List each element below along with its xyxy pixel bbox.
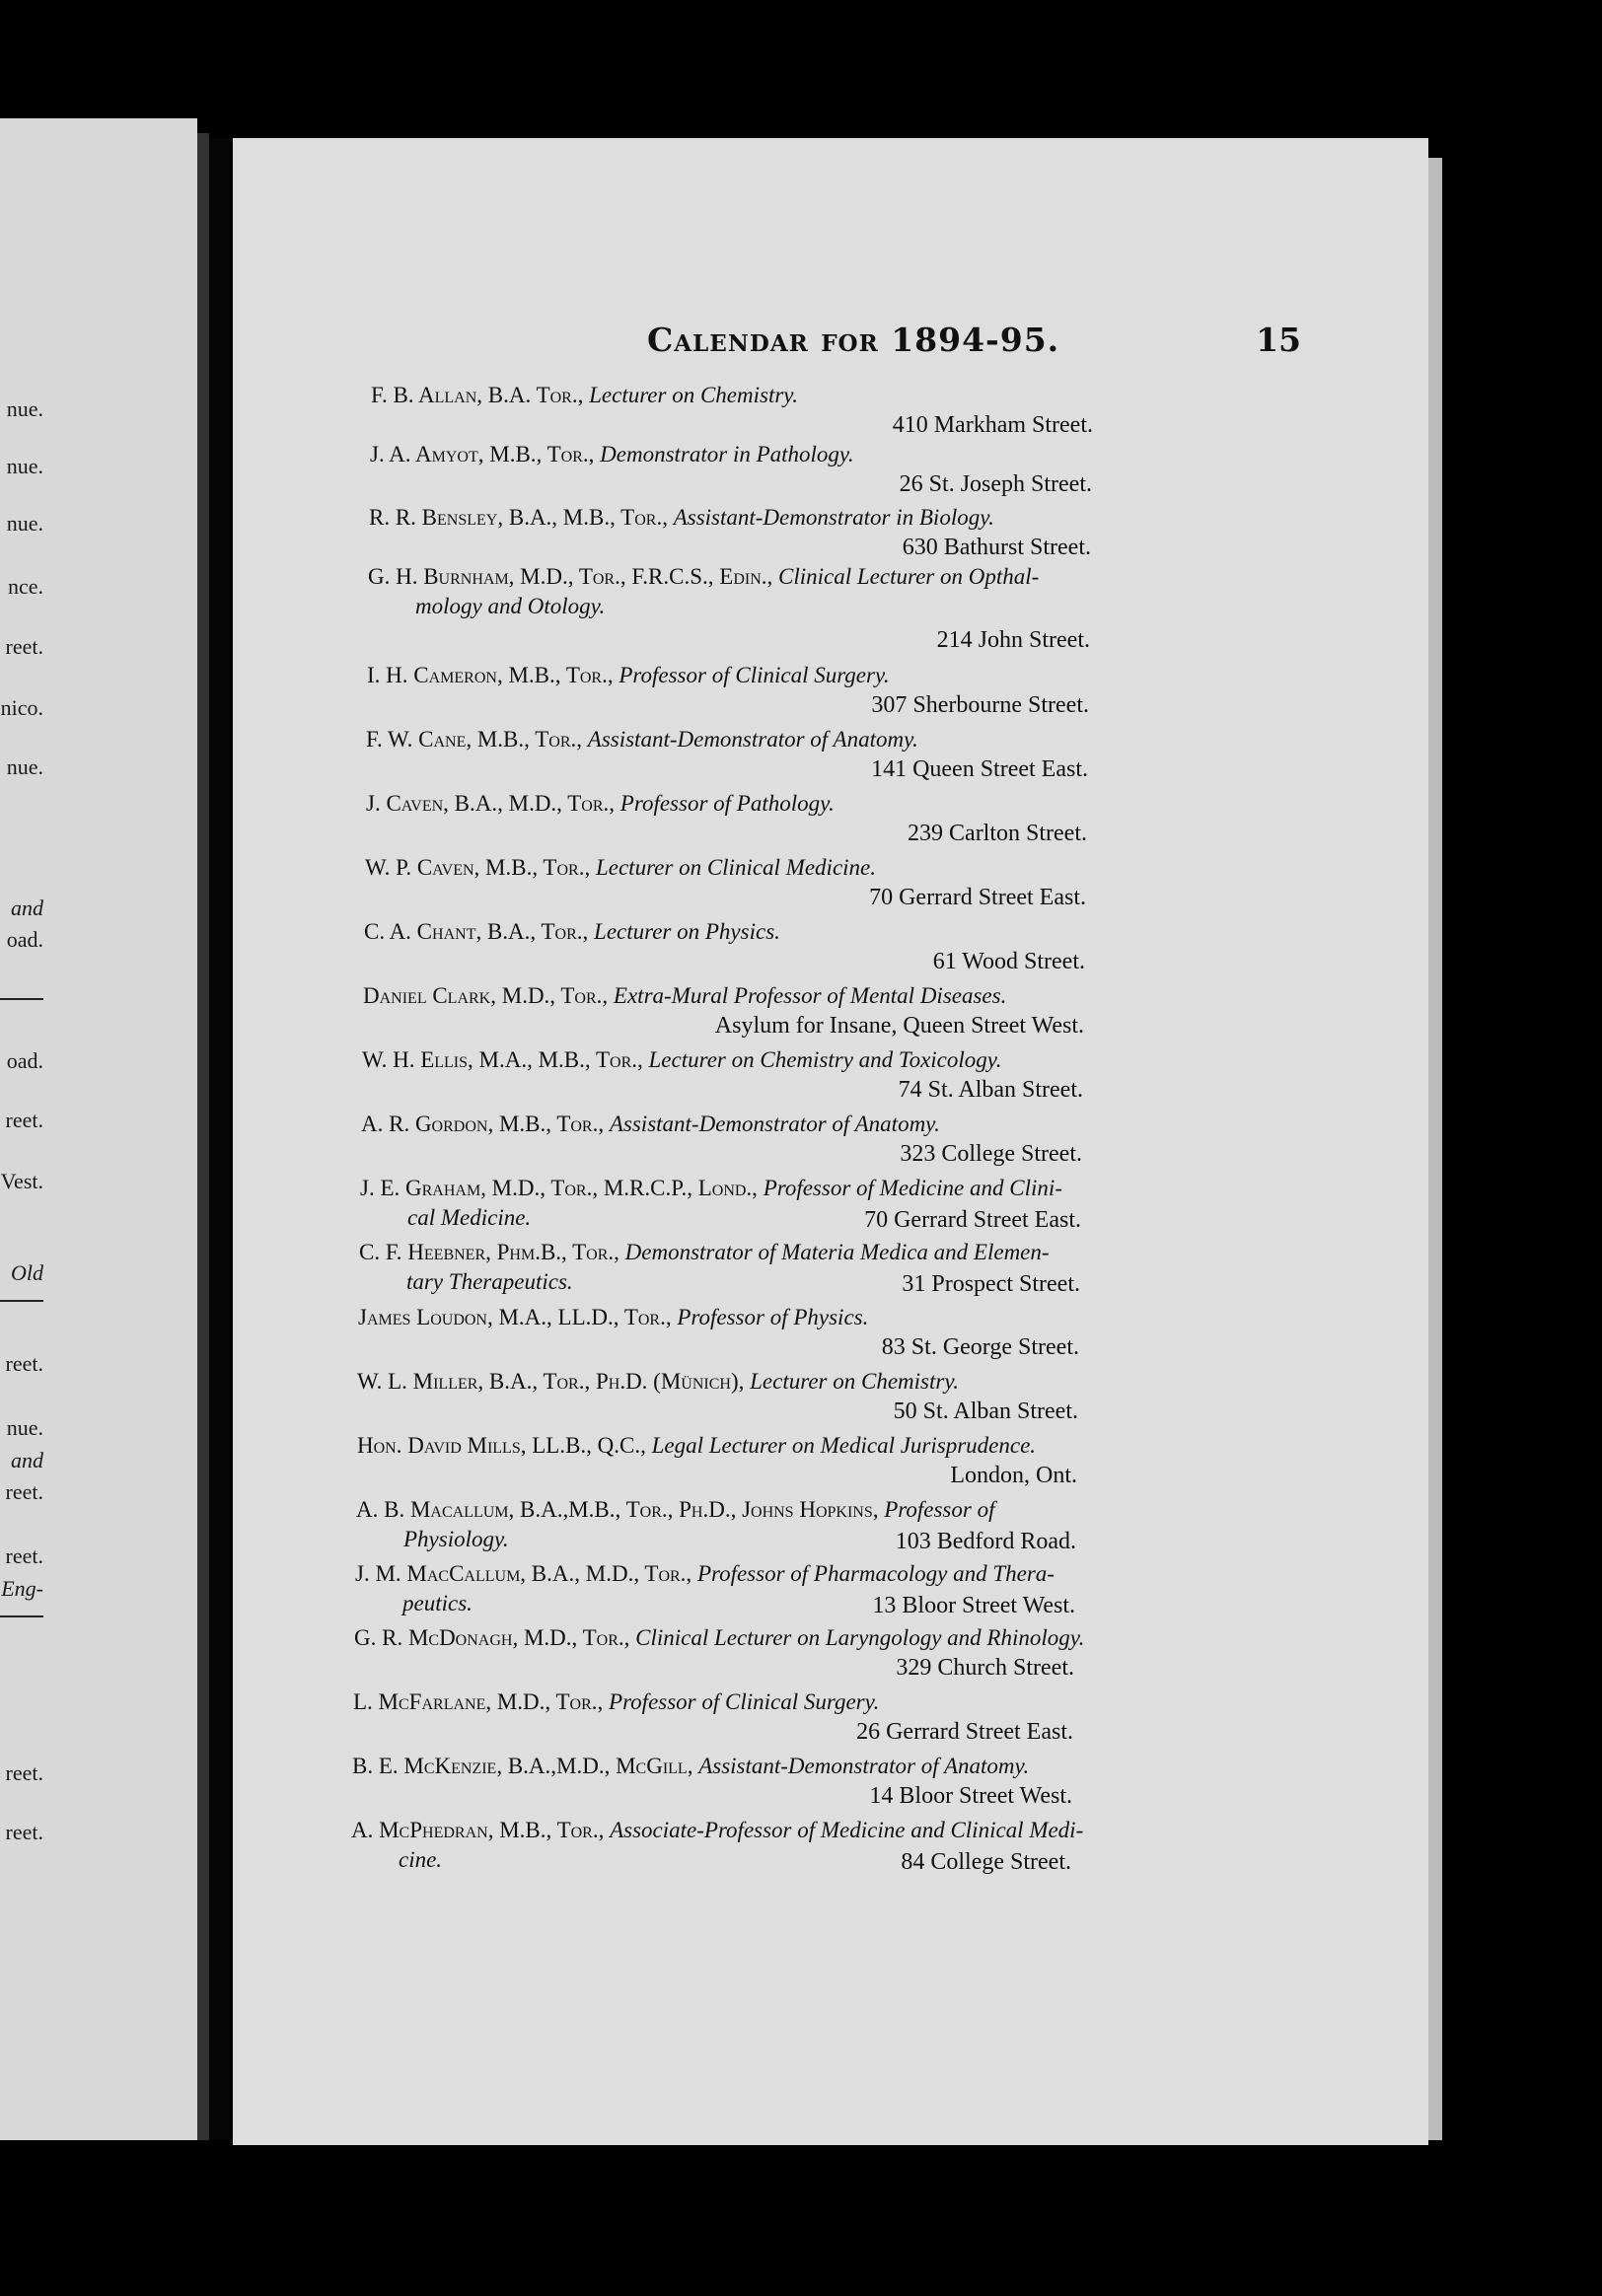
entry-title: Assistant-Demonstrator in Biology. [673,505,994,530]
entry-address: 214 John Street. [936,627,1090,653]
entry-line [359,1240,1050,1265]
entry-address: 26 St. Joseph Street. [899,471,1092,497]
entry-title-continuation: tary Therapeutics. [406,1269,573,1294]
entry-address: 141 Queen Street East. [871,756,1088,782]
left-page-rule [0,1300,43,1302]
left-page-fragment: nue. [6,1415,43,1440]
entry-name: J. M. MacCallum, B.A., M.D., Tor., [355,1561,697,1586]
entry-line [367,663,890,688]
document-page [233,138,1428,2145]
entry-name: Daniel Clark, M.D., Tor., [363,983,614,1008]
entry-title: Lecturer on Physics. [594,919,780,944]
left-page-fragment: Eng- [1,1576,43,1601]
entry-address: 307 Sherbourne Street. [871,692,1089,718]
entry-title: Extra-Mural Professor of Mental Diseases. [613,983,1007,1008]
entry-title: Lecturer on Chemistry. [750,1369,960,1394]
left-page-fragment: nue. [6,454,43,478]
entry-name: W. L. Miller, B.A., Tor., Ph.D. (Münich), [357,1369,751,1394]
entry-name: A. McPhedran, M.B., Tor., [351,1818,611,1842]
entry-title: Professor of Clinical Surgery. [609,1689,880,1714]
entry-name: G. H. Burnham, M.D., Tor., F.R.C.S., Edin., [368,564,779,589]
left-page-fragment: Old [11,1260,43,1285]
entry-name: W. P. Caven, M.B., Tor., [365,855,596,880]
entry-name: J. A. Amyot, M.B., Tor., [370,442,601,466]
entry-line [366,727,918,753]
entry-title-continuation: cal Medicine. [407,1205,532,1230]
entry-title: Professor of [884,1497,995,1522]
page-number: 15 [1256,321,1301,359]
entry-line [354,1625,1084,1651]
entry-address: 630 Bathurst Street. [902,535,1091,560]
entry-title: Legal Lecturer on Medical Jurisprudence. [651,1433,1037,1458]
entry-address: 26 Gerrard Street East. [856,1719,1073,1745]
entry-title-continuation: Physiology. [403,1527,509,1551]
entry-title: Professor of Physics. [677,1305,869,1329]
entry-title: Clinical Lecturer on Opthal- [778,564,1040,589]
page-gutter [197,133,209,2140]
entry-line [356,1497,994,1523]
left-page-fragment: reet. [5,1108,43,1132]
entry-address: 239 Carlton Street. [908,821,1087,846]
left-page-fragment: nico. [0,695,43,720]
entry-address: 84 College Street. [901,1849,1071,1875]
entry-address: 410 Markham Street. [892,412,1093,438]
left-page-fragment: nce. [7,574,43,599]
entry-address: 31 Prospect Street. [902,1271,1080,1297]
left-page-fragment: and [11,896,43,920]
entry-address: 50 St. Alban Street. [893,1399,1078,1424]
left-page-rule [0,998,43,1000]
entry-title: Lecturer on Clinical Medicine. [595,855,876,880]
entry-line [357,1433,1036,1459]
entry-line [368,564,1039,590]
entry-line [366,791,835,817]
entry-address: London, Ont. [950,1463,1077,1488]
left-page-fragment: oad. [6,927,43,952]
entry-line [363,983,1006,1009]
entry-address: Asylum for Insane, Queen Street West. [714,1013,1084,1039]
entry-title: Professor of Medicine and Clini- [763,1176,1062,1200]
entry-name: J. Caven, B.A., M.D., Tor., [366,791,620,816]
entry-name: F. B. Allan, B.A. Tor., [371,383,590,407]
entry-name: G. R. McDonagh, M.D., Tor., [354,1625,636,1650]
entry-title: Professor of Pathology. [619,791,835,816]
entry-address: 103 Bedford Road. [895,1529,1076,1554]
entry-address: 323 College Street. [900,1141,1082,1167]
running-header: Calendar for 1894-95. [647,321,1060,359]
left-page-fragment: nue. [6,396,43,421]
entry-title-continuation: mology and Otology. [415,594,606,618]
entry-title-continuation: peutics. [402,1591,473,1615]
entry-title: Demonstrator of Materia Medica and Elemen- [624,1240,1050,1264]
entry-name: B. E. McKenzie, B.A.,M.D., McGill, [352,1754,699,1778]
left-page-fragment: nue. [6,754,43,779]
entry-line [357,1369,959,1395]
entry-name: C. A. Chant, B.A., Tor., [364,919,595,944]
left-page-fragment: oad. [6,1048,43,1073]
left-page-fragment: reet. [5,1760,43,1785]
book-spine [209,138,233,2140]
entry-name: C. F. Heebner, Phm.B., Tor., [359,1240,625,1264]
entry-title: Professor of Clinical Surgery. [619,663,890,687]
entry-name: W. H. Ellis, M.A., M.B., Tor., [362,1047,649,1072]
entry-address: 329 Church Street. [896,1655,1074,1681]
entry-title-continuation: cine. [399,1847,443,1872]
entry-name: Hon. David Mills, LL.B., Q.C., [357,1433,652,1458]
entry-line [370,442,854,467]
left-page-fragment: reet. [5,1479,43,1504]
left-page-fragment: reet. [5,1543,43,1568]
entry-address: 61 Wood Street. [932,949,1085,974]
entry-name: F. W. Cane, M.B., Tor., [366,727,588,752]
entry-name: A. R. Gordon, M.B., Tor., [361,1112,610,1136]
entry-line [364,919,780,945]
left-page-fragment: Vest. [0,1169,43,1193]
entry-name: R. R. Bensley, B.A., M.B., Tor., [369,505,674,530]
entry-title: Demonstrator in Pathology. [600,442,854,466]
entry-name: J. E. Graham, M.D., Tor., M.R.C.P., Lond., [360,1176,764,1200]
left-page-fragment: and [11,1448,43,1472]
page-edge [1428,158,1442,2140]
entry-line [369,505,994,531]
entry-title: Associate-Professor of Medicine and Clinical Medi- [610,1818,1084,1842]
entry-address: 70 Gerrard Street East. [869,885,1086,910]
entry-title: Assistant-Demonstrator of Anatomy. [587,727,918,752]
left-page-fragment: nue. [6,511,43,536]
entry-title: Assistant-Demonstrator of Anatomy. [698,1754,1030,1778]
entry-line [355,1561,1055,1587]
entry-line [365,855,876,881]
entry-line [352,1754,1029,1779]
entry-address: 14 Bloor Street West. [869,1783,1072,1809]
entry-title: Assistant-Demonstrator of Anatomy. [609,1112,940,1136]
entry-name: L. McFarlane, M.D., Tor., [353,1689,610,1714]
entry-line [360,1176,1062,1201]
entry-line [362,1047,1001,1073]
entry-address: 74 St. Alban Street. [898,1077,1083,1103]
entry-address: 83 St. George Street. [881,1334,1079,1360]
entry-title: Clinical Lecturer on Laryngology and Rhinology. [635,1625,1085,1650]
entry-title: Lecturer on Chemistry. [589,383,798,407]
left-page-fragment: reet. [5,634,43,659]
left-page-margin [0,118,197,2140]
entry-name: I. H. Cameron, M.B., Tor., [367,663,619,687]
entry-name: James Loudon, M.A., LL.D., Tor., [358,1305,678,1329]
left-page-rule [0,1615,43,1617]
entry-name: A. B. Macallum, B.A.,M.B., Tor., Ph.D., Johns Hopkins, [356,1497,885,1522]
left-page-fragment: reet. [5,1820,43,1844]
entry-title: Professor of Pharmacology and Thera- [696,1561,1055,1586]
left-page-fragment: reet. [5,1351,43,1376]
entry-address: 70 Gerrard Street East. [864,1207,1081,1233]
entry-address: 13 Bloor Street West. [872,1593,1075,1618]
entry-line [351,1818,1083,1843]
entry-title: Lecturer on Chemistry and Toxicology. [648,1047,1002,1072]
entry-line [353,1689,879,1715]
entry-line [358,1305,868,1330]
entry-line [361,1112,940,1137]
entry-line [371,383,798,408]
